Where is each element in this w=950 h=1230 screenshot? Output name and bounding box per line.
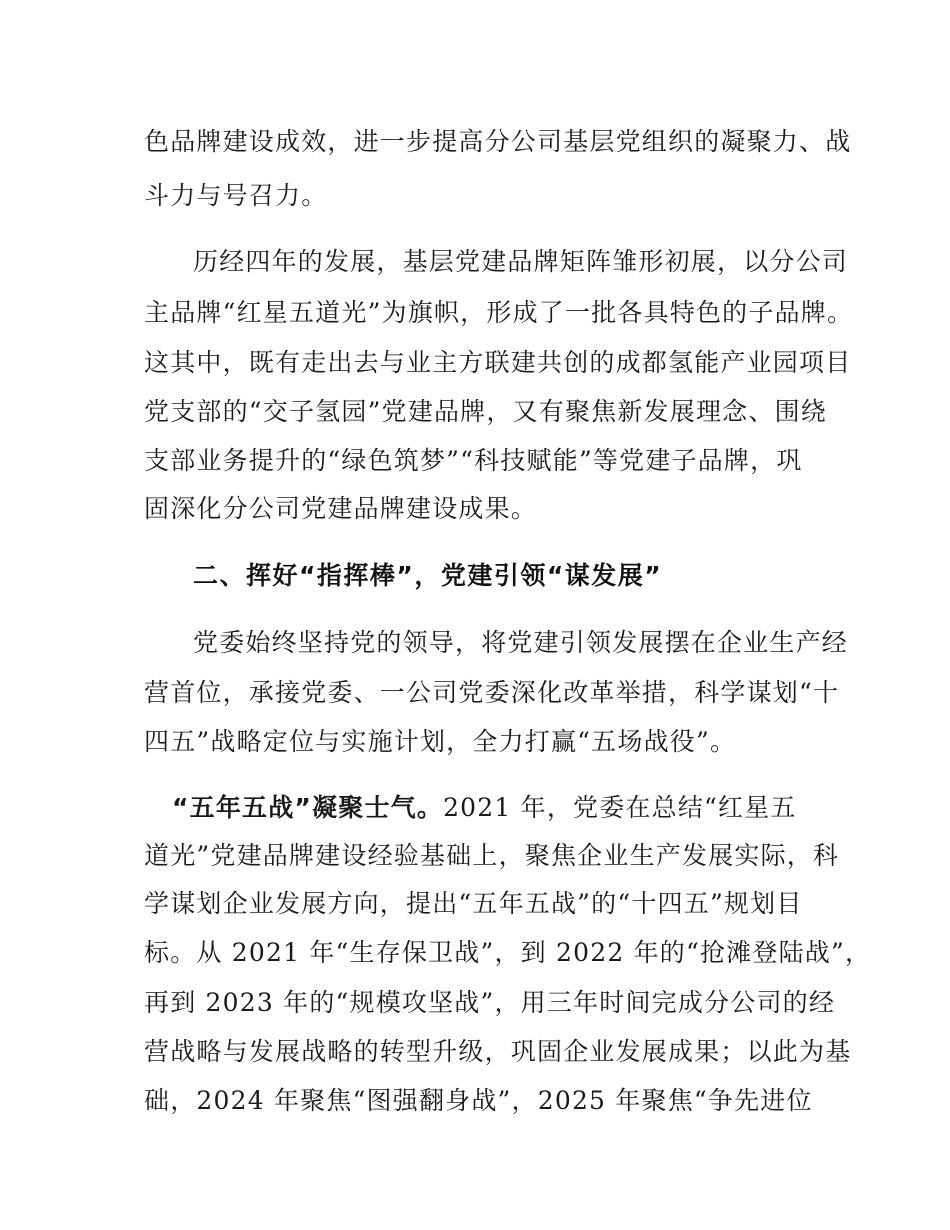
text-line: 再到 2023 年的“规模攻坚战”，用三年时间完成分公司的经 — [144, 988, 836, 1017]
section-heading: 二、挥好“指挥棒”，党建引领“谋发展” — [193, 561, 663, 590]
text-line: 历经四年的发展，基层党建品牌矩阵雏形初展，以分公司 — [193, 247, 849, 276]
text-line: 色品牌建设成效，进一步提高分公司基层党组织的凝聚力、战 — [144, 127, 852, 156]
text-line: 这其中，既有走出去与业主方联建共创的成都氢能产业园项目 — [144, 348, 852, 377]
text-line: 斗力与号召力。 — [144, 181, 328, 210]
paragraph-lead-line — [172, 792, 797, 824]
text-line: 营战略与发展战略的转型升级，巩固企业发展成果；以此为基 — [144, 1037, 852, 1066]
text-line: 道光”党建品牌建设经验基础上，聚焦企业生产发展实际，科 — [144, 841, 840, 870]
text-line: 础，2024 年聚焦“图强翻身战”，2025 年聚焦“争先进位 — [144, 1086, 813, 1115]
text-line: 营首位，承接党委、一公司党委深化改革举措，科学谋划“十 — [144, 678, 840, 707]
text-line: 固深化分公司党建品牌建设成果。 — [144, 494, 538, 523]
text-line: 主品牌“红星五道光”为旗帜，形成了一批各具特色的子品牌。 — [144, 298, 854, 327]
text-line: 支部业务提升的“绿色筑梦”“科技赋能”等党建子品牌，巩 — [144, 446, 803, 475]
text-line: 四五”战略定位与实施计划，全力打赢“五场战役”。 — [144, 727, 737, 756]
lead-rest: 2021 年，党委在总结“红星五 — [443, 793, 797, 822]
text-line: 学谋划企业发展方向，提出“五年五战”的“十四五”规划目 — [144, 889, 803, 918]
text-line: 标。从 2021 年“生存保卫战”，到 2022 年的“抢滩登陆战”， — [144, 938, 872, 967]
bold-lead: “五年五战”凝聚士气。 — [172, 793, 444, 822]
text-line: 党委始终坚持党的领导，将党建引领发展摆在企业生产经 — [193, 628, 849, 657]
text-line: 党支部的“交子氢园”党建品牌，又有聚焦新发展理念、围绕 — [144, 397, 827, 426]
